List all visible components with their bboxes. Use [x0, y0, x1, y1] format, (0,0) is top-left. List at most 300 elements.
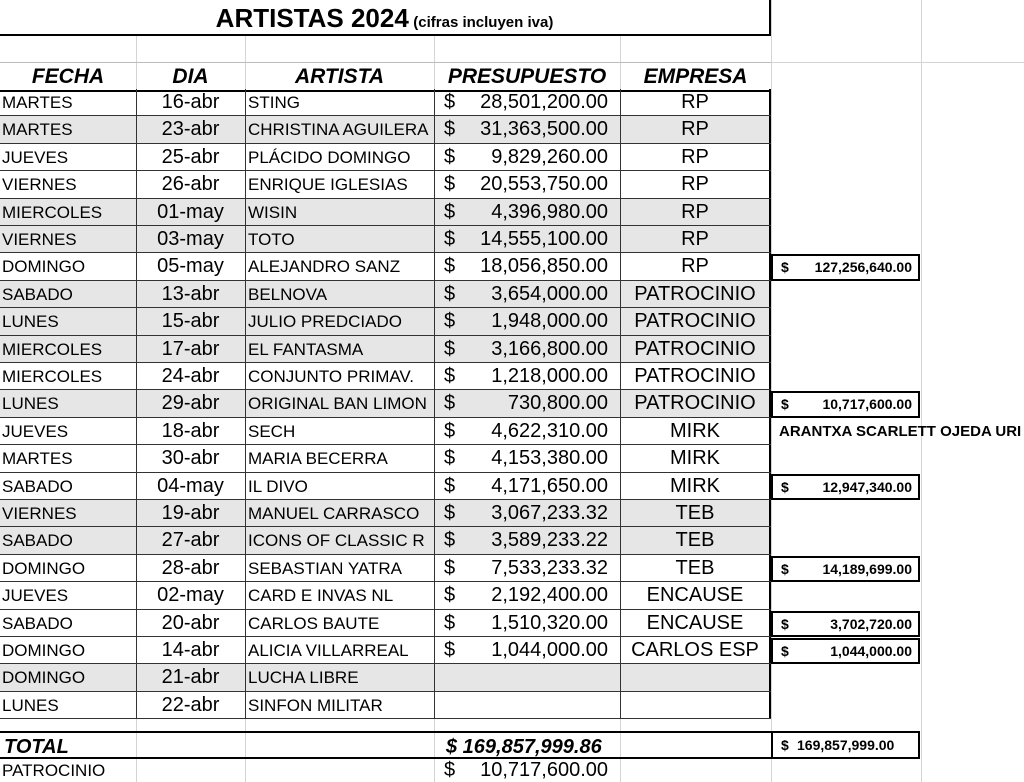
cell-currency: $ [444, 173, 456, 196]
table-row [0, 692, 771, 719]
cell-border [434, 89, 435, 115]
footer-value[interactable]: 10,717,600.00 [480, 759, 608, 781]
header-presupuesto[interactable]: PRESUPUESTO [447, 65, 607, 88]
cell-dia[interactable]: 14-abr [161, 639, 220, 661]
cell-empresa[interactable]: MIRK [670, 474, 720, 497]
cell-currency: $ [444, 447, 456, 470]
cell-border [245, 89, 246, 115]
total-value[interactable]: $ 169,857,999.86 [446, 736, 602, 757]
cell-border [769, 144, 771, 170]
cell-border [434, 692, 435, 718]
cell-empresa[interactable]: RP [681, 200, 709, 223]
header-dia[interactable]: DIA [172, 65, 209, 88]
cell-border [620, 637, 621, 663]
cell-border [245, 116, 246, 142]
cell-currency: $ [444, 91, 456, 113]
cell-artista[interactable]: WISIN [248, 202, 298, 222]
cell-artista[interactable]: SEBASTIAN YATRA [248, 558, 402, 578]
footer-label[interactable]: PATROCINIO [2, 761, 106, 780]
table-row [0, 418, 771, 445]
cell-artista[interactable]: SINFON MILITAR [248, 695, 383, 715]
cell-currency: $ [444, 118, 456, 141]
cell-border [620, 116, 621, 142]
cell-border [769, 445, 771, 471]
cell-border [769, 664, 771, 690]
header-fecha[interactable]: FECHA [31, 65, 105, 88]
cell-artista[interactable]: ICONS OF CLASSIC R [248, 531, 425, 551]
cell-border [136, 253, 137, 279]
cell-border [245, 336, 246, 362]
cell-border [245, 418, 246, 444]
cell-artista[interactable]: IL DIVO [248, 476, 308, 496]
cell-artista[interactable]: MANUEL CARRASCO [248, 504, 420, 523]
cell-empresa[interactable]: RP [681, 118, 709, 141]
cell-artista[interactable]: STING [248, 93, 300, 112]
cell-border [434, 144, 435, 170]
cell-border [769, 199, 771, 225]
cell-currency: $ [444, 611, 456, 634]
cell-dia[interactable]: 24-abr [161, 365, 220, 387]
cell-border [136, 144, 137, 170]
cell-presupuesto[interactable]: 1,044,000.00 [491, 639, 608, 661]
cell-presupuesto[interactable]: 31,363,500.00 [480, 118, 608, 141]
cell-fecha[interactable]: DOMINGO [2, 257, 86, 277]
cell-border [434, 308, 435, 334]
cell-dia[interactable]: 04-may [157, 474, 224, 497]
cell-border [434, 555, 435, 581]
cell-artista[interactable]: SECH [248, 421, 296, 441]
table-row [0, 89, 771, 116]
cell-presupuesto[interactable]: 3,067,233.32 [491, 502, 608, 524]
cell-currency: $ [444, 145, 456, 168]
cell-dia[interactable]: 13-abr [161, 282, 220, 305]
cell-dia[interactable]: 16-abr [161, 91, 220, 113]
subtotal-value: 10,717,600.00 [822, 396, 912, 413]
cell-empresa[interactable]: MIRK [670, 447, 720, 470]
cell-border [620, 253, 621, 279]
cell-presupuesto[interactable]: 28,501,200.00 [480, 91, 608, 113]
cell-presupuesto[interactable]: 18,056,850.00 [480, 255, 608, 278]
cell-currency: $ [444, 392, 456, 415]
cell-border [245, 555, 246, 581]
cell-fecha[interactable]: SABADO [2, 613, 73, 633]
cell-dia[interactable]: 22-abr [161, 693, 220, 716]
table-row [0, 226, 771, 253]
cell-presupuesto[interactable]: 730,800.00 [507, 392, 608, 415]
cell-currency: $ [444, 365, 456, 387]
cell-border [620, 390, 621, 416]
cell-empresa[interactable]: RP [681, 255, 709, 278]
cell-border [136, 473, 137, 499]
cell-currency: $ [444, 310, 456, 333]
cell-border [620, 308, 621, 334]
cell-border [245, 637, 246, 663]
cell-presupuesto[interactable]: 4,171,650.00 [491, 474, 608, 497]
cell-empresa[interactable]: RP [681, 91, 709, 113]
cell-currency: $ [444, 529, 456, 552]
cell-artista[interactable]: ORIGINAL BAN LIMON [248, 394, 427, 414]
note-cell[interactable]: ARANTXA SCARLETT OJEDA URI [779, 422, 1022, 440]
cell-border [769, 89, 771, 115]
cell-border [769, 500, 771, 526]
table-row [0, 473, 771, 500]
cell-artista[interactable]: CONJUNTO PRIMAV. [248, 367, 414, 386]
total-summary-box[interactable] [771, 731, 920, 759]
cell-border [620, 281, 621, 307]
cell-border [136, 336, 137, 362]
cell-border [434, 199, 435, 225]
cell-fecha[interactable]: JUEVES [2, 421, 69, 441]
cell-border [769, 116, 771, 142]
cell-border [245, 390, 246, 416]
cell-border [769, 336, 771, 362]
cell-border [620, 226, 621, 252]
cell-fecha[interactable]: SABADO [2, 476, 73, 496]
cell-border [434, 116, 435, 142]
table-row [0, 116, 771, 143]
cell-currency: $ [444, 419, 456, 442]
cell-empresa[interactable] [620, 664, 770, 690]
subtotal-box[interactable] [771, 556, 920, 582]
cell-border [245, 527, 246, 553]
subtotal-value: 12,947,340.00 [822, 478, 912, 495]
cell-artista[interactable]: ENRIQUE IGLESIAS [248, 175, 408, 195]
cell-dia[interactable]: 29-abr [161, 392, 220, 415]
table-row [0, 171, 771, 198]
cell-dia[interactable]: 05-may [157, 255, 224, 278]
cell-artista[interactable]: MARIA BECERRA [248, 449, 388, 469]
cell-presupuesto[interactable]: 1,510,320.00 [491, 611, 608, 634]
cell-empresa[interactable]: ENCAUSE [646, 584, 744, 607]
cell-border [136, 89, 137, 115]
cell-border [620, 692, 621, 718]
cell-currency: $ [444, 474, 456, 497]
total-label[interactable]: TOTAL [4, 736, 69, 757]
table-row [0, 582, 771, 609]
cell-presupuesto[interactable]: 4,153,380.00 [491, 447, 608, 470]
subtotal-box[interactable] [771, 611, 920, 637]
cell-dia[interactable]: 27-abr [161, 529, 220, 552]
cell-border [434, 390, 435, 416]
cell-border [245, 199, 246, 225]
cell-artista[interactable]: JULIO PREDCIADO [248, 312, 402, 332]
cell-artista[interactable]: ALEJANDRO SANZ [248, 257, 401, 277]
cell-dia[interactable]: 17-abr [161, 337, 220, 360]
cell-border [769, 582, 771, 608]
cell-border [136, 637, 137, 663]
cell-empresa[interactable]: PATROCINIO [634, 337, 756, 360]
cell-empresa[interactable]: ENCAUSE [646, 611, 744, 634]
cell-fecha[interactable]: LUNES [2, 394, 59, 414]
cell-border [620, 336, 621, 362]
cell-dia[interactable]: 30-abr [161, 447, 220, 470]
cell-presupuesto[interactable]: 3,654,000.00 [491, 282, 608, 305]
cell-presupuesto[interactable]: 4,622,310.00 [491, 419, 608, 442]
cell-dia[interactable]: 20-abr [161, 611, 220, 634]
cell-currency: $ [444, 639, 456, 661]
subtotal-box[interactable] [771, 391, 920, 417]
table-row [0, 664, 771, 691]
cell-border [136, 226, 137, 252]
cell-dia[interactable]: 03-may [157, 228, 224, 250]
cell-empresa[interactable]: CARLOS ESP [631, 639, 759, 661]
cell-fecha[interactable]: MARTES [2, 120, 73, 140]
cell-artista[interactable]: PLÁCIDO DOMINGO [248, 147, 411, 167]
cell-artista[interactable]: CHRISTINA AGUILERA [248, 120, 429, 140]
cell-border [434, 418, 435, 444]
cell-fecha[interactable]: DOMINGO [2, 668, 86, 688]
cell-border [620, 199, 621, 225]
cell-currency: $ [444, 502, 456, 524]
cell-border [434, 637, 435, 663]
cell-border [620, 363, 621, 389]
cell-border [136, 500, 137, 526]
cell-border [434, 253, 435, 279]
cell-empresa[interactable]: PATROCINIO [634, 282, 756, 305]
cell-border [245, 253, 246, 279]
gridline [921, 0, 922, 782]
cell-border [136, 664, 137, 690]
footer-currency: $ [444, 759, 456, 781]
title-cell[interactable] [0, 0, 771, 36]
subtotal-value: 3,702,720.00 [830, 615, 912, 632]
cell-dia[interactable]: 23-abr [161, 118, 220, 141]
subtotal-currency: $ [781, 396, 789, 413]
cell-border [620, 473, 621, 499]
subtotal-currency: $ [781, 259, 789, 276]
cell-border [769, 418, 771, 444]
cell-border [136, 582, 137, 608]
cell-fecha[interactable]: VIERNES [2, 504, 77, 523]
cell-presupuesto[interactable]: 2,192,400.00 [491, 584, 608, 607]
cell-empresa[interactable]: TEB [675, 502, 715, 524]
cell-border [769, 363, 771, 389]
cell-border [245, 664, 246, 690]
cell-border [245, 500, 246, 526]
cell-currency: $ [444, 228, 456, 250]
cell-fecha[interactable]: DOMINGO [2, 558, 86, 578]
cell-dia[interactable]: 02-may [157, 584, 224, 607]
header-row [0, 62, 771, 92]
table-row [0, 363, 771, 390]
cell-border [769, 226, 771, 252]
cell-border [769, 527, 771, 553]
cell-empresa[interactable]: RP [681, 173, 709, 196]
subtotal-value: 14,189,699.00 [822, 560, 912, 577]
cell-dia[interactable]: 21-abr [161, 666, 220, 689]
header-artista[interactable]: ARTISTA [294, 65, 385, 88]
table-row [0, 610, 771, 637]
cell-currency: $ [444, 337, 456, 360]
subtotal-currency: $ [781, 560, 789, 577]
total-summary-currency: $ [781, 737, 789, 753]
cell-fecha[interactable]: LUNES [2, 695, 59, 715]
cell-empresa[interactable]: PATROCINIO [634, 310, 756, 333]
cell-border [434, 226, 435, 252]
cell-border [434, 500, 435, 526]
cell-fecha[interactable]: DOMINGO [2, 641, 86, 660]
cell-border [620, 555, 621, 581]
cell-border [136, 308, 137, 334]
cell-border [136, 171, 137, 197]
cell-presupuesto[interactable]: 14,555,100.00 [480, 228, 608, 250]
cell-border [620, 445, 621, 471]
subtotal-value: 127,256,640.00 [814, 259, 912, 276]
cell-presupuesto[interactable]: 3,166,800.00 [491, 337, 608, 360]
cell-artista[interactable]: CARLOS BAUTE [248, 613, 380, 633]
cell-currency: $ [444, 584, 456, 607]
table-row [0, 253, 771, 280]
subtotal-currency: $ [781, 615, 789, 632]
total-row [0, 731, 771, 759]
cell-border [434, 363, 435, 389]
cell-border [245, 692, 246, 718]
cell-border [434, 610, 435, 636]
cell-currency: $ [444, 556, 456, 579]
cell-border [769, 171, 771, 197]
cell-dia[interactable]: 25-abr [161, 145, 220, 168]
cell-presupuesto[interactable]: 1,948,000.00 [491, 310, 608, 333]
cell-border [245, 226, 246, 252]
cell-border [245, 582, 246, 608]
table-row [0, 336, 771, 363]
cell-artista[interactable]: ALICIA VILLARREAL [248, 641, 409, 660]
cell-dia[interactable]: 28-abr [161, 556, 220, 579]
cell-currency: $ [444, 282, 456, 305]
cell-presupuesto[interactable]: 9,829,260.00 [491, 145, 608, 168]
cell-empresa[interactable]: PATROCINIO [634, 365, 756, 387]
cell-border [434, 171, 435, 197]
cell-fecha[interactable]: MARTES [2, 93, 73, 112]
cell-border [620, 500, 621, 526]
cell-border [136, 445, 137, 471]
cell-border [620, 664, 621, 690]
cell-fecha[interactable]: LUNES [2, 312, 59, 332]
cell-presupuesto[interactable]: 7,533,233.32 [491, 556, 608, 579]
cell-border [434, 473, 435, 499]
total-summary-value: 169,857,999.00 [797, 737, 895, 753]
cell-border [620, 144, 621, 170]
cell-border [136, 116, 137, 142]
table-row [0, 445, 771, 472]
header-empresa[interactable]: EMPRESA [643, 65, 748, 88]
cell-border [620, 418, 621, 444]
table-row [0, 555, 771, 582]
cell-fecha[interactable]: VIERNES [2, 230, 77, 249]
cell-empresa[interactable] [620, 692, 770, 718]
cell-artista[interactable]: BELNOVA [248, 284, 328, 304]
cell-presupuesto[interactable]: 20,553,750.00 [480, 173, 608, 196]
cell-fecha[interactable]: VIERNES [2, 175, 77, 195]
cell-border [620, 89, 621, 115]
cell-empresa[interactable]: TEB [675, 556, 715, 579]
cell-empresa[interactable]: PATROCINIO [634, 392, 756, 415]
cell-currency: $ [444, 200, 456, 223]
cell-fecha[interactable]: MIERCOLES [2, 339, 103, 359]
cell-dia[interactable]: 26-abr [161, 173, 220, 196]
cell-border [620, 527, 621, 553]
cell-border [136, 390, 137, 416]
table-row [0, 637, 771, 664]
subtotal-box[interactable] [771, 638, 920, 664]
cell-border [245, 308, 246, 334]
cell-presupuesto[interactable]: 4,396,980.00 [491, 200, 608, 223]
cell-border [620, 171, 621, 197]
cell-border [136, 610, 137, 636]
cell-fecha[interactable]: MARTES [2, 449, 73, 469]
cell-border [620, 582, 621, 608]
cell-border [434, 664, 435, 690]
table-row [0, 308, 771, 335]
cell-border [769, 308, 771, 334]
cell-artista[interactable]: TOTO [248, 230, 295, 249]
cell-empresa[interactable]: RP [681, 228, 709, 250]
cell-border [620, 610, 621, 636]
empty-row [0, 36, 1024, 63]
table-row [0, 199, 771, 226]
cell-border [769, 281, 771, 307]
cell-border [136, 199, 137, 225]
cell-fecha[interactable]: SABADO [2, 531, 73, 551]
sheet-title: ARTISTAS 2024 [215, 3, 409, 33]
table-row [0, 500, 771, 527]
cell-border [136, 418, 137, 444]
cell-border [136, 527, 137, 553]
cell-border [434, 445, 435, 471]
cell-border [769, 692, 771, 718]
cell-presupuesto[interactable]: 1,218,000.00 [491, 365, 608, 387]
table-row [0, 281, 771, 308]
cell-border [136, 555, 137, 581]
cell-dia[interactable]: 18-abr [161, 419, 220, 442]
cell-dia[interactable]: 01-may [157, 200, 224, 223]
cell-border [434, 336, 435, 362]
table-row [0, 390, 771, 417]
cell-fecha[interactable]: MIERCOLES [2, 367, 103, 386]
cell-border [136, 692, 137, 718]
cell-dia[interactable]: 19-abr [161, 502, 220, 524]
cell-dia[interactable]: 15-abr [161, 310, 220, 333]
cell-border [245, 144, 246, 170]
cell-empresa[interactable]: RP [681, 145, 709, 168]
cell-border [245, 473, 246, 499]
cell-border [136, 363, 137, 389]
footer-row [0, 759, 1024, 782]
subtotal-currency: $ [781, 478, 789, 495]
cell-border [245, 171, 246, 197]
cell-fecha[interactable]: MIERCOLES [2, 202, 103, 222]
cell-border [245, 363, 246, 389]
cell-empresa[interactable]: MIRK [670, 419, 720, 442]
cell-fecha[interactable]: JUEVES [2, 586, 69, 606]
table-row [0, 144, 771, 171]
cell-artista[interactable]: EL FANTASMA [248, 339, 364, 359]
cell-artista[interactable]: CARD E INVAS NL [248, 586, 394, 606]
cell-artista[interactable]: LUCHA LIBRE [248, 668, 359, 688]
sheet-subtitle: (cifras incluyen iva) [413, 14, 554, 31]
subtotal-box[interactable] [771, 254, 920, 280]
cell-border [245, 445, 246, 471]
cell-fecha[interactable]: SABADO [2, 284, 73, 304]
cell-border [434, 582, 435, 608]
subtotal-box[interactable] [771, 474, 920, 500]
cell-presupuesto[interactable]: 3,589,233.22 [491, 529, 608, 552]
cell-fecha[interactable]: JUEVES [2, 147, 69, 167]
cell-empresa[interactable]: TEB [675, 529, 715, 552]
subtotal-currency: $ [781, 643, 789, 659]
cell-border [245, 610, 246, 636]
cell-currency: $ [444, 255, 456, 278]
